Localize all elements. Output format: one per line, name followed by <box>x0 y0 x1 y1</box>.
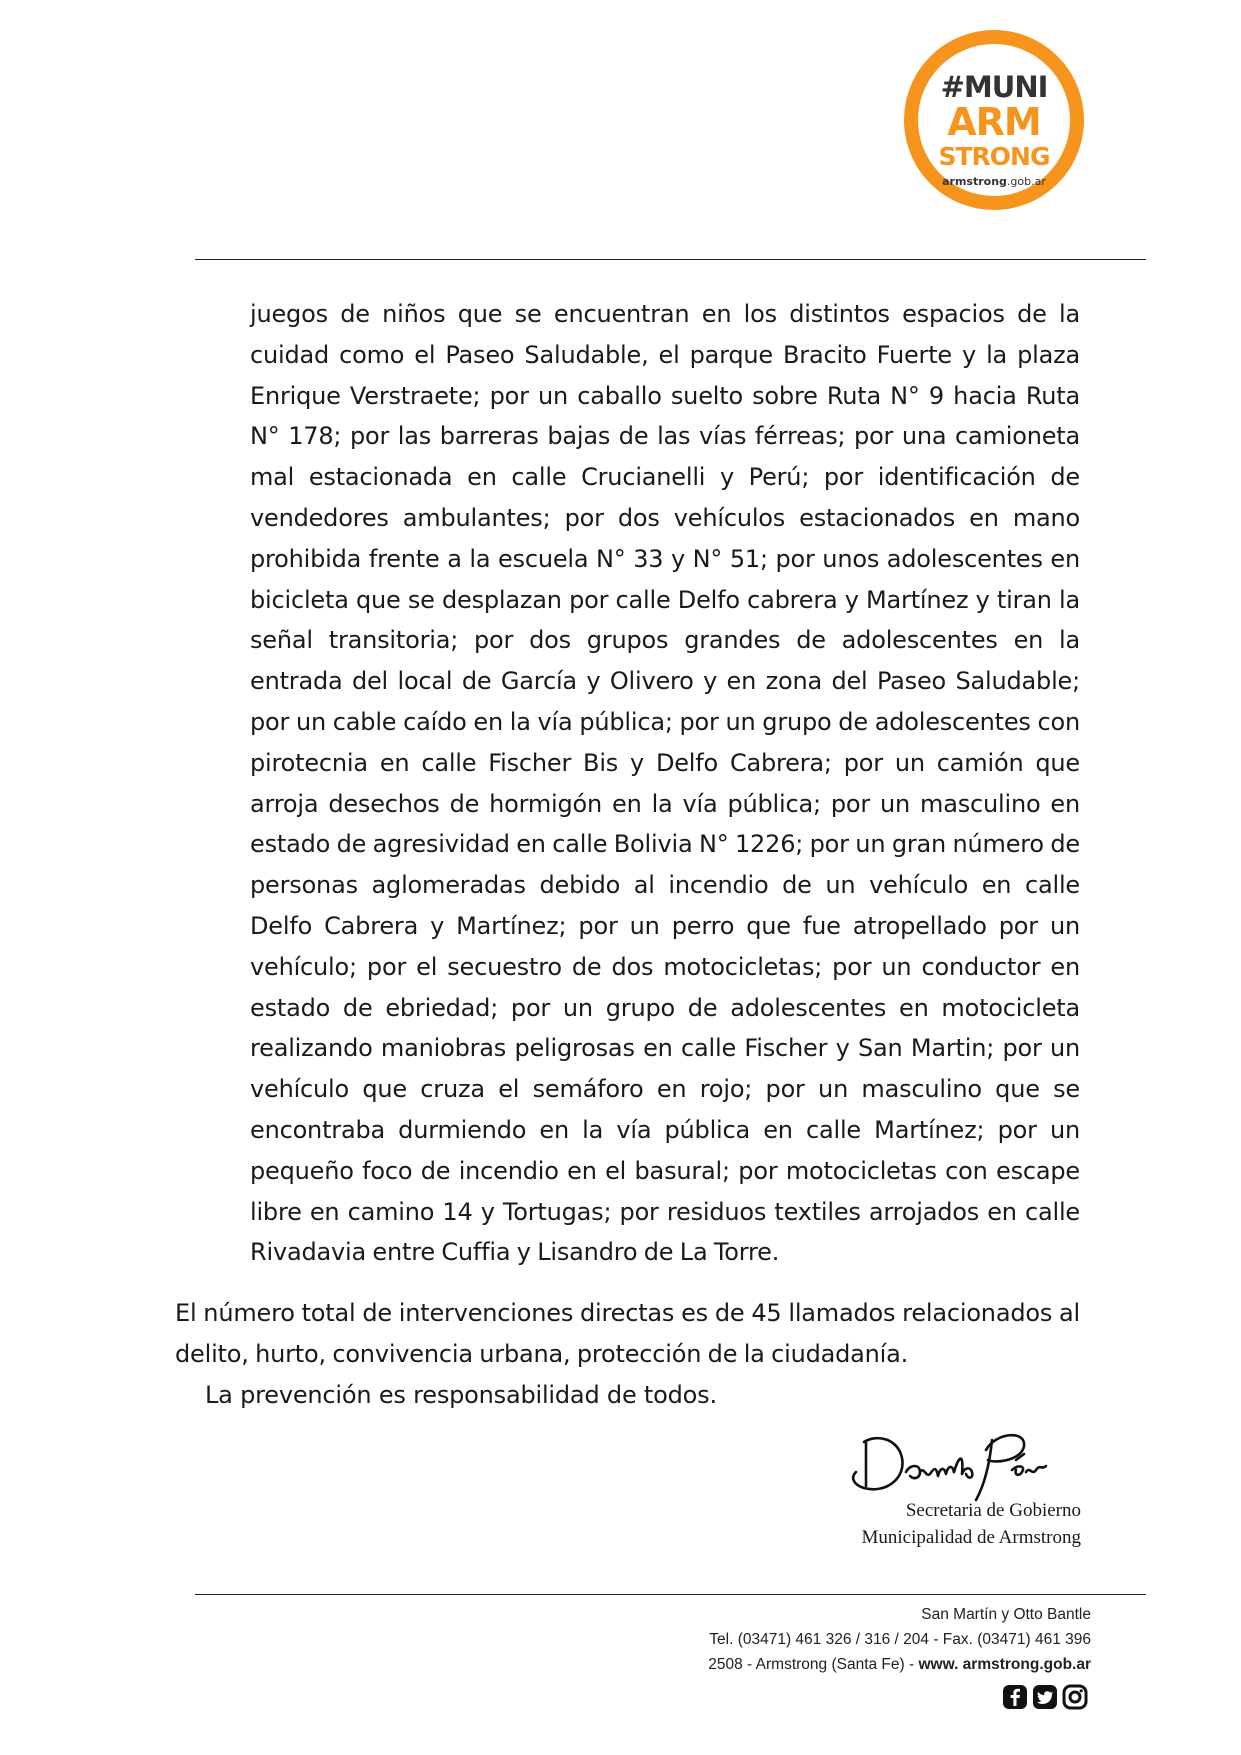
handwritten-signature <box>836 1420 1086 1510</box>
footer-website[interactable]: www. armstrong.gob.ar <box>918 1656 1091 1673</box>
signer-role: Secretaria de Gobierno <box>905 1500 1081 1521</box>
closing-line: La prevención es responsabilidad de todos. <box>205 1381 717 1409</box>
logo-domain: armstrong.gob.ar <box>942 175 1046 188</box>
footer-divider <box>195 1594 1146 1595</box>
footer-city-web <box>708 1656 1091 1674</box>
footer-city: 2508 - Armstrong (Santa Fe) - <box>708 1656 919 1673</box>
summary-paragraph: El número total de intervenciones directas es de 45 llamados relacionados al delito, hurto, convivencia urbana, protección de la ciudadanía. <box>175 1299 1080 1368</box>
instagram-icon[interactable] <box>1062 1684 1088 1710</box>
header-divider <box>195 259 1146 260</box>
footer-phones: Tel. (03471) 461 326 / 316 / 204 - Fax. (03471) 461 396 <box>709 1631 1091 1648</box>
body-paragraph: juegos de niños que se encuentran en los distintos espacios de la cuidad como el Paseo Saludable, el parque Bracito Fuerte y la plaza Enrique Verstraete; por un caballo suelto sobre Ruta N° 9 hacia Ruta N° 178; por las barreras bajas de las vías férreas; por una camioneta mal estacionada en calle Crucianelli y Perú; por identificación de vendedores ambulantes; por dos vehículos estacionados en mano prohibida frente a la escuela N° 33 y N° 51; por unos adolescentes en bicicleta que se desplazan por calle Delfo cabrera y Martínez y tiran la señal transitoria; por dos grupos grandes de adolescentes en la entrada del local de García y Olivero y en zona del Paseo Saludable; por un cable caído en la vía pública; por un grupo de adolescentes con pirotecnia en calle Fischer Bis y Delfo Cabrera; por un camión que arroja desechos de hormigón en la vía pública; por un masculino en estado de agresividad en calle Bolivia N° 1226; por un gran número de personas aglomeradas debido al incendio de un vehículo en calle Delfo Cabrera y Martínez; por un perro que fue atropellado por un vehículo; por el secuestro de dos motocicletas; por un conductor en estado de ebriedad; por un grupo de adolescentes en motocicleta realizando maniobras peligrosas en calle Fischer y San Martin; por un vehículo que cruza el semáforo en rojo; por un masculino que se encontraba durmiendo en la vía pública en calle Martínez; por un pequeño foco de incendio en el basural; por motocicletas con escape libre en camino 14 y Tortugas; por residuos textiles arrojados en calle Rivadavia entre Cuffia y Lisandro de La Torre. <box>250 300 1080 1267</box>
signer-organization: Municipalidad de Armstrong <box>861 1527 1081 1548</box>
footer-address: San Martín y Otto Bantle <box>921 1606 1091 1623</box>
facebook-icon[interactable] <box>1002 1684 1028 1710</box>
municipal-logo <box>904 30 1084 210</box>
twitter-icon[interactable] <box>1032 1684 1058 1710</box>
logo-line-1: #MUNI <box>940 70 1048 104</box>
logo-line-3: STRONG <box>938 142 1050 171</box>
logo-line-2: ARM <box>947 100 1041 144</box>
social-icons <box>1002 1684 1088 1710</box>
